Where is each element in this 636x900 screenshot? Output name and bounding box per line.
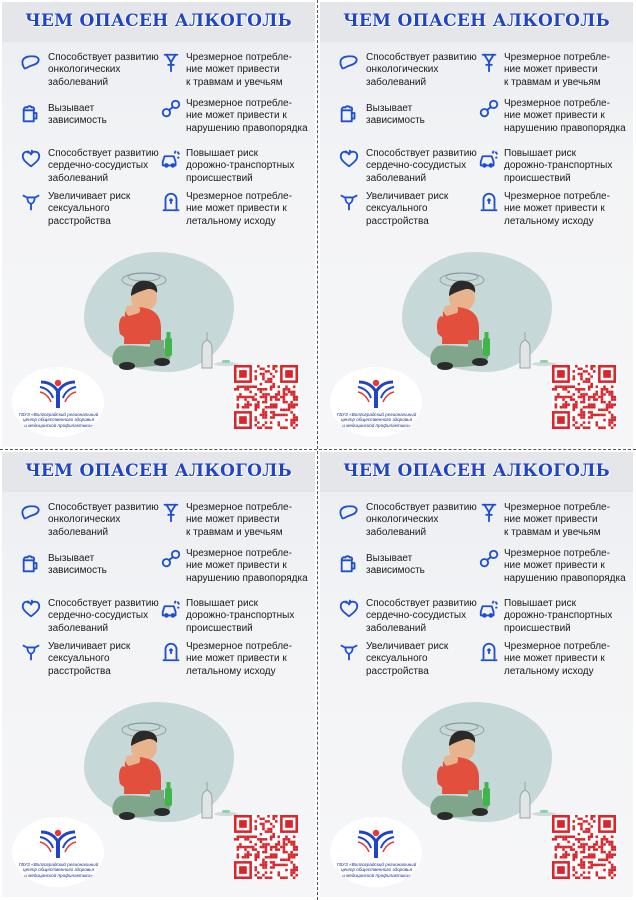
cut-line-horizontal — [0, 449, 636, 450]
risk-text: Чрезмерное потребле- ние может привести к нарушению правопорядка — [504, 548, 626, 584]
leaflet-card-bottom-left — [2, 452, 315, 897]
risk-text: Чрезмерное потребле- ние может привести к нарушению правопорядка — [186, 548, 308, 584]
risk-text: Способствует развитию онкологических заболеваний — [366, 52, 477, 88]
risk-text: Чрезмерное потребле- ние может привести к травмам и увечьям — [504, 502, 610, 538]
risk-text: Способствует развитию сердечно-сосудистых заболеваний — [366, 148, 477, 184]
risk-text: Вызывает зависимость — [48, 553, 107, 577]
sad-drinking-man-illustration — [92, 242, 262, 382]
risk-text: Чрезмерное потребле- ние может привести к летальному исходу — [186, 191, 292, 227]
qr-code[interactable] — [234, 365, 298, 429]
risk-text: Увеличивает риск сексуального расстройства — [48, 641, 131, 677]
qr-code[interactable] — [552, 365, 616, 429]
leaflet-title: ЧЕМ ОПАСЕН АЛКОГОЛЬ — [25, 11, 292, 31]
risk-text: Чрезмерное потребле- ние может привести к летальному исходу — [504, 641, 610, 677]
risk-text: Способствует развитию сердечно-сосудистых заболеваний — [48, 148, 159, 184]
risk-text: Повышает риск дорожно-транспортных происшествий — [186, 148, 295, 184]
risk-text: Способствует развитию онкологических заболеваний — [48, 502, 159, 538]
risk-text: Повышает риск дорожно-транспортных происшествий — [504, 148, 613, 184]
reproductive-icon — [338, 191, 360, 213]
car-crash-icon — [160, 148, 182, 170]
heart-icon — [20, 598, 42, 620]
liver-icon — [338, 502, 360, 524]
leaflet-card-bottom-right — [320, 452, 633, 897]
heart-icon — [20, 148, 42, 170]
risk-text: Увеличивает риск сексуального расстройства — [366, 641, 449, 677]
risk-text: Способствует развитию онкологических заболеваний — [48, 52, 159, 88]
risk-text: Чрезмерное потребле- ние может привести к нарушению правопорядка — [504, 98, 626, 134]
liver-icon — [338, 52, 360, 74]
qr-code[interactable] — [552, 815, 616, 879]
beer-mug-icon — [338, 103, 360, 125]
beer-mug-icon — [20, 103, 42, 125]
sad-drinking-man-illustration — [410, 242, 580, 382]
sad-drinking-man-illustration — [92, 692, 262, 832]
liver-icon — [20, 502, 42, 524]
heart-icon — [338, 148, 360, 170]
car-crash-icon — [478, 598, 500, 620]
risk-text: Повышает риск дорожно-транспортных происшествий — [186, 598, 295, 634]
heart-icon — [338, 598, 360, 620]
crutch-icon — [160, 52, 182, 74]
regional-center-logo — [38, 826, 78, 860]
risk-text: Повышает риск дорожно-транспортных происшествий — [504, 598, 613, 634]
leaflet-card-top-right — [320, 2, 633, 447]
risk-text: Чрезмерное потребле- ние может привести к травмам и увечьям — [186, 52, 292, 88]
regional-center-logo — [356, 826, 396, 860]
qr-code[interactable] — [234, 815, 298, 879]
cut-line-vertical — [317, 0, 318, 900]
logo-caption: ГБУЗ «Волгоградский региональный центр общественного здоровья и медицинской профилактики» — [18, 412, 99, 428]
handcuffs-icon — [160, 548, 182, 570]
gravestone-icon — [160, 191, 182, 213]
reproductive-icon — [20, 191, 42, 213]
risk-text: Вызывает зависимость — [366, 103, 425, 127]
regional-center-logo — [38, 376, 78, 410]
risk-text: Чрезмерное потребле- ние может привести к травмам и увечьям — [186, 502, 292, 538]
risk-text: Чрезмерное потребле- ние может привести к травмам и увечьям — [504, 52, 610, 88]
handcuffs-icon — [478, 98, 500, 120]
leaflet-title: ЧЕМ ОПАСЕН АЛКОГОЛЬ — [343, 11, 610, 31]
sad-drinking-man-illustration — [410, 692, 580, 832]
risk-text: Увеличивает риск сексуального расстройства — [48, 191, 131, 227]
beer-mug-icon — [20, 553, 42, 575]
gravestone-icon — [478, 191, 500, 213]
handcuffs-icon — [478, 548, 500, 570]
risk-text: Чрезмерное потребле- ние может привести к нарушению правопорядка — [186, 98, 308, 134]
risk-text: Чрезмерное потребле- ние может привести к летальному исходу — [186, 641, 292, 677]
logo-caption: ГБУЗ «Волгоградский региональный центр общественного здоровья и медицинской профилактики» — [18, 862, 99, 878]
handcuffs-icon — [160, 98, 182, 120]
leaflet-title: ЧЕМ ОПАСЕН АЛКОГОЛЬ — [343, 461, 610, 481]
risk-text: Чрезмерное потребле- ние может привести к летальному исходу — [504, 191, 610, 227]
car-crash-icon — [160, 598, 182, 620]
gravestone-icon — [478, 641, 500, 663]
leaflet-title: ЧЕМ ОПАСЕН АЛКОГОЛЬ — [25, 461, 292, 481]
liver-icon — [20, 52, 42, 74]
gravestone-icon — [160, 641, 182, 663]
risk-text: Способствует развитию сердечно-сосудистых заболеваний — [48, 598, 159, 634]
risk-text: Увеличивает риск сексуального расстройства — [366, 191, 449, 227]
crutch-icon — [478, 52, 500, 74]
risk-text: Способствует развитию онкологических заболеваний — [366, 502, 477, 538]
risk-text: Способствует развитию сердечно-сосудистых заболеваний — [366, 598, 477, 634]
reproductive-icon — [20, 641, 42, 663]
crutch-icon — [160, 502, 182, 524]
crutch-icon — [478, 502, 500, 524]
regional-center-logo — [356, 376, 396, 410]
beer-mug-icon — [338, 553, 360, 575]
leaflet-card-top-left — [2, 2, 315, 447]
risk-text: Вызывает зависимость — [48, 103, 107, 127]
reproductive-icon — [338, 641, 360, 663]
car-crash-icon — [478, 148, 500, 170]
logo-caption: ГБУЗ «Волгоградский региональный центр общественного здоровья и медицинской профилактики» — [336, 412, 417, 428]
risk-text: Вызывает зависимость — [366, 553, 425, 577]
logo-caption: ГБУЗ «Волгоградский региональный центр общественного здоровья и медицинской профилактики» — [336, 862, 417, 878]
